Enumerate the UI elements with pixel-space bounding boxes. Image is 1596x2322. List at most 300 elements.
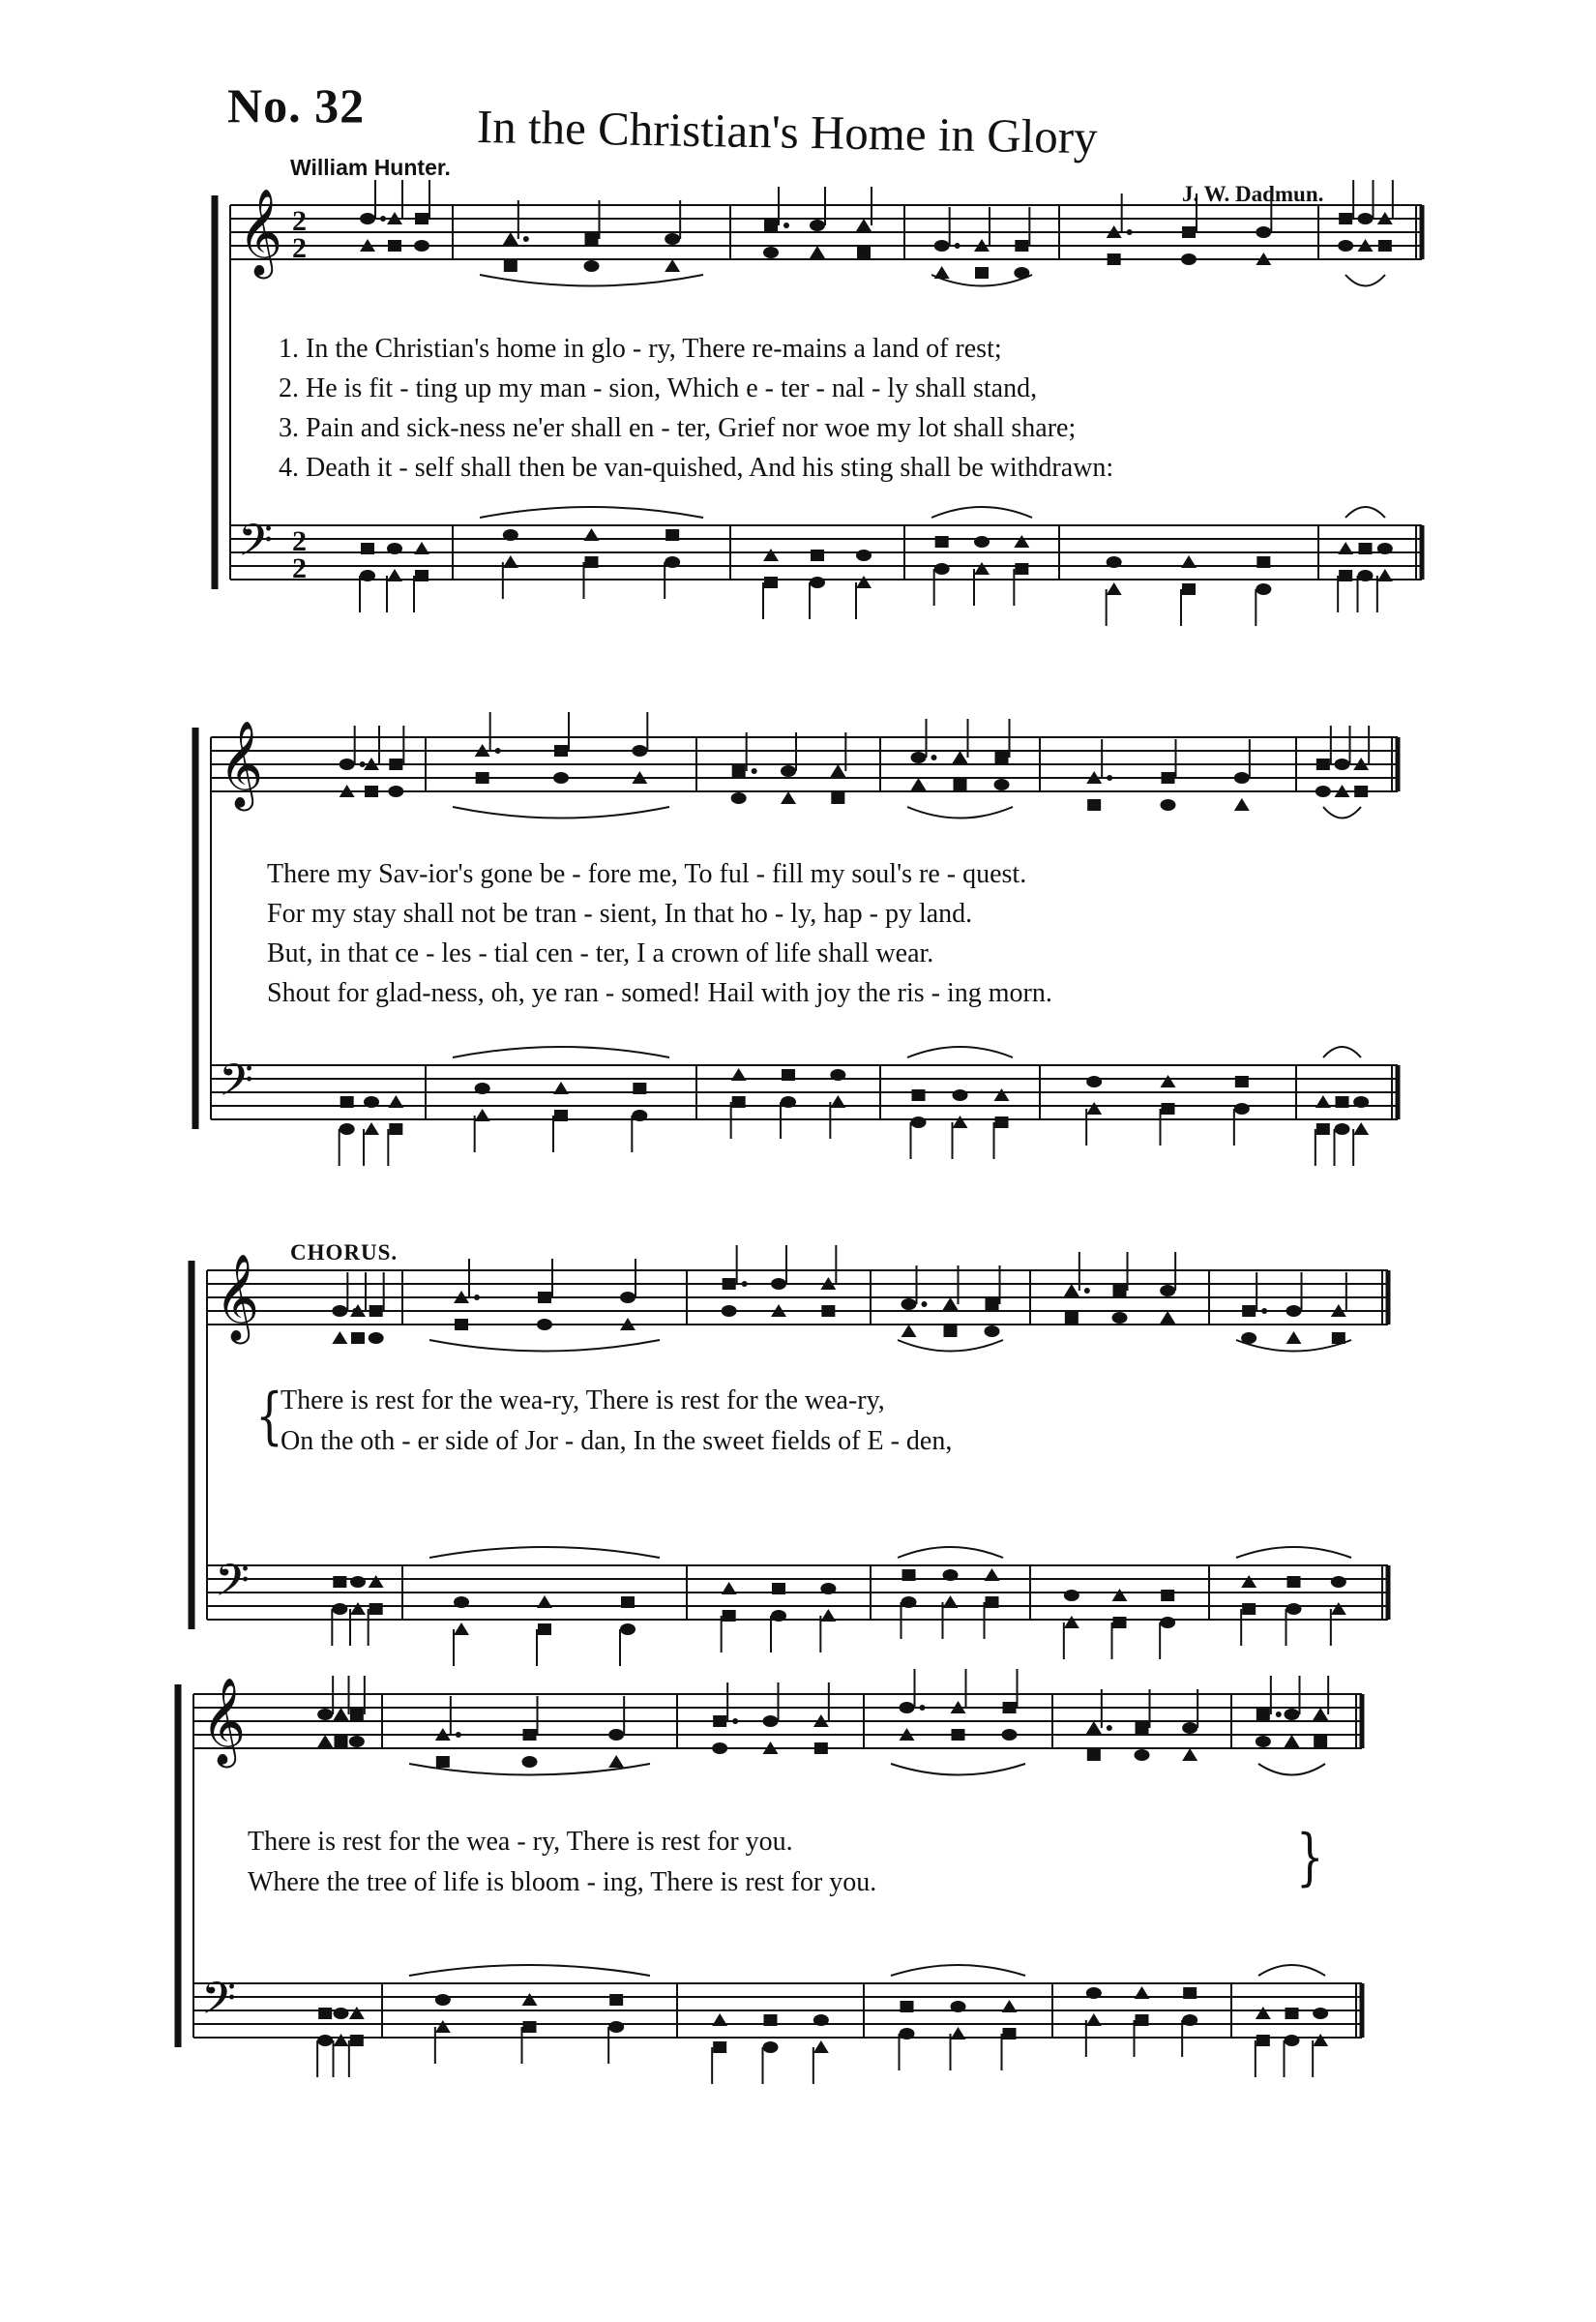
note-head (388, 1095, 403, 1108)
note-head (620, 1292, 635, 1303)
treble-clef-icon: 𝄞 (215, 1254, 260, 1341)
note-head (317, 1735, 333, 1747)
bass-clef-icon: 𝄢 (238, 515, 274, 578)
note-head (856, 219, 872, 231)
tie-arc (907, 1047, 1013, 1057)
note-head (1256, 556, 1270, 568)
note-head (608, 1755, 624, 1768)
note-dot (732, 1718, 738, 1724)
note-head (811, 550, 824, 561)
note-head (772, 1583, 785, 1594)
note-head (503, 529, 518, 541)
note-head (1064, 1616, 1079, 1628)
note-head (1313, 1708, 1328, 1720)
note-head (350, 2035, 364, 2046)
tie-arc (891, 1764, 1025, 1775)
note-head (901, 1596, 917, 1608)
note-head (1256, 583, 1271, 595)
note-head (538, 1292, 551, 1303)
note-head (934, 240, 950, 252)
note-head (856, 550, 872, 561)
note-head (340, 1123, 355, 1135)
verse-2-line: 2. He is fit - ting up my man - sion, Which e - ter - nal - ly shall stand, (279, 373, 1038, 403)
note-head (857, 247, 871, 258)
note-head (1182, 1722, 1197, 1734)
note-head (454, 1596, 469, 1608)
note-head (1335, 1123, 1350, 1135)
note-head (388, 786, 403, 797)
note-head (995, 1116, 1009, 1128)
note-head (349, 1736, 365, 1747)
note-head (633, 1083, 646, 1094)
verse-1-line: 1. In the Christian's home in glo - ry, There re-mains a land of rest; (279, 334, 1002, 364)
note-head (1241, 1575, 1256, 1588)
note-head (1113, 1285, 1127, 1296)
note-head (782, 1069, 795, 1081)
note-head (369, 1603, 383, 1615)
note-dot (1084, 1288, 1090, 1294)
note-head (1338, 240, 1353, 252)
chorus-line: Where the tree of life is bloom - ing, There is rest for you. (248, 1867, 877, 1897)
note-head (1287, 1576, 1301, 1588)
tie-arc (429, 1547, 660, 1558)
note-head (1182, 583, 1196, 595)
note-head (1182, 226, 1196, 238)
note-dot (495, 748, 501, 754)
note-head (1234, 798, 1250, 811)
note-head (810, 577, 825, 588)
note-head (414, 542, 429, 554)
note-head (350, 1576, 366, 1588)
note-head (388, 240, 401, 252)
time-signature-top: 2 (292, 525, 307, 557)
note-head (901, 2001, 914, 2012)
note-head (732, 1096, 746, 1108)
note-head (665, 529, 679, 541)
note-head (953, 1089, 968, 1101)
note-head (585, 556, 599, 568)
note-head (389, 759, 402, 770)
note-head (538, 1623, 551, 1635)
note-head (1313, 2008, 1328, 2019)
note-dot (1276, 1712, 1282, 1717)
bass-clef-icon: 𝄢 (201, 1973, 237, 2036)
note-head (1358, 213, 1374, 224)
note-head (1135, 1749, 1150, 1761)
note-head (764, 2014, 778, 2026)
note-head (814, 1742, 828, 1754)
note-head (585, 233, 599, 245)
note-head (317, 1709, 333, 1720)
note-dot (1107, 775, 1112, 781)
note-head (332, 1331, 347, 1344)
note-head (1015, 240, 1028, 252)
note-head (387, 569, 402, 581)
note-head (1162, 772, 1175, 784)
note-head (722, 1582, 737, 1594)
note-head (454, 1622, 469, 1635)
tie-arc (480, 507, 703, 518)
note-head (764, 577, 778, 588)
note-head (1256, 226, 1271, 238)
note-head (911, 752, 927, 763)
note-head (632, 1110, 647, 1121)
note-head (943, 1595, 959, 1608)
note-head (985, 1568, 1000, 1581)
note-head (771, 1278, 786, 1290)
note-dot (931, 755, 937, 760)
note-head (1316, 1123, 1330, 1135)
note-head (1002, 2000, 1018, 2012)
note-head (369, 1305, 383, 1317)
note-dot (474, 1295, 480, 1300)
note-head (553, 1082, 569, 1094)
verse-3-line: 3. Pain and sick-ness ne'er shall en - ter, Grief nor woe my lot shall share; (279, 413, 1077, 443)
note-head (1331, 1602, 1346, 1615)
note-head (350, 1602, 366, 1615)
note-head (1256, 2007, 1271, 2019)
chorus-line: There is rest for the wea-ry, There is rest for the wea-ry, (281, 1385, 885, 1415)
note-head (1136, 2014, 1149, 2026)
note-head (813, 2040, 829, 2053)
note-head (1015, 563, 1028, 575)
note-head (1087, 1749, 1101, 1761)
note-head (994, 779, 1010, 790)
note-head (1160, 1285, 1175, 1296)
tie-arc (1323, 1047, 1361, 1057)
note-head (1136, 1722, 1149, 1734)
note-head (1113, 1617, 1127, 1628)
note-head (364, 1122, 379, 1135)
note-head (763, 247, 779, 258)
note-head (911, 778, 927, 790)
note-head (1286, 1603, 1302, 1615)
note-head (1353, 1096, 1369, 1108)
note-head (1182, 2014, 1197, 2026)
note-head (810, 246, 825, 258)
note-head (1107, 556, 1122, 568)
note-head (1314, 1736, 1327, 1747)
note-head (360, 570, 375, 581)
note-head (1242, 1305, 1256, 1317)
note-head (553, 772, 569, 784)
note-head (415, 213, 429, 224)
tie-arc (907, 807, 1013, 819)
note-head (713, 2041, 726, 2053)
note-head (435, 1994, 451, 2006)
note-head (995, 752, 1009, 763)
note-head (943, 1297, 959, 1310)
note-dot (742, 1281, 748, 1287)
note-head (415, 570, 429, 581)
tie-arc (1323, 807, 1361, 819)
note-head (665, 233, 680, 245)
note-head (1064, 1284, 1079, 1296)
note-head (1256, 1736, 1271, 1747)
note-head (334, 2034, 349, 2046)
tie-arc (1345, 275, 1385, 286)
bass-clef-icon: 𝄢 (215, 1555, 251, 1618)
note-head (986, 1596, 999, 1608)
note-head (952, 1729, 965, 1741)
note-head (584, 528, 600, 541)
note-head (713, 1715, 726, 1727)
note-head (712, 1742, 727, 1754)
note-head (609, 1994, 623, 2006)
note-head (1354, 786, 1368, 797)
note-dot (1127, 229, 1133, 235)
note-head (1181, 253, 1197, 265)
note-head (781, 765, 796, 777)
note-dot (456, 1732, 461, 1738)
note-head (1315, 1095, 1331, 1108)
note-head (665, 556, 680, 568)
tie-arc (931, 507, 1032, 518)
note-head (1161, 1075, 1176, 1087)
treble-clef-icon: 𝄞 (238, 189, 283, 276)
note-head (1064, 1590, 1079, 1601)
note-head (414, 240, 429, 252)
time-signature-top: 2 (292, 205, 307, 237)
note-head (537, 1595, 552, 1608)
note-head (954, 779, 967, 790)
note-head (731, 1068, 747, 1081)
note-head (1256, 2035, 1270, 2046)
verse-1-line: There my Sav-ior's gone be - fore me, To ful - fill my soul's re - quest. (267, 859, 1027, 889)
tie-arc (453, 1047, 669, 1057)
note-dot (360, 761, 366, 767)
note-head (504, 260, 517, 272)
tie-arc (898, 1547, 1003, 1558)
note-head (1285, 2035, 1300, 2046)
note-head (332, 1603, 347, 1615)
note-head (665, 259, 680, 272)
author-credit: William Hunter. (290, 155, 451, 180)
note-head (1285, 1735, 1300, 1747)
note-head (953, 1116, 968, 1128)
note-head (476, 772, 489, 784)
tie-arc (1258, 1965, 1325, 1976)
note-head (503, 232, 518, 245)
note-head (943, 1569, 959, 1581)
note-head (1112, 1312, 1128, 1324)
note-head (763, 1715, 779, 1727)
note-head (554, 1110, 568, 1121)
note-head (360, 213, 375, 224)
note-head (1353, 1122, 1369, 1135)
note-head (975, 267, 989, 279)
note-head (537, 1319, 552, 1330)
note-dot (922, 1301, 928, 1307)
note-head (1182, 1748, 1197, 1761)
note-head (523, 2021, 537, 2033)
note-head (503, 555, 518, 568)
tie-arc (891, 1965, 1025, 1976)
note-head (1286, 1305, 1302, 1317)
note-head (317, 2035, 333, 2046)
note-head (1160, 1311, 1175, 1324)
bass-clef-icon: 𝄢 (219, 1055, 254, 1117)
note-head (364, 1096, 379, 1108)
note-head (340, 1096, 354, 1108)
note-head (1087, 799, 1101, 811)
note-head (1135, 1986, 1150, 1999)
note-head (1161, 799, 1176, 811)
note-head (1359, 543, 1373, 554)
tie-arc (429, 1340, 660, 1352)
note-head (830, 1095, 845, 1108)
note-head (523, 1729, 537, 1741)
note-head (333, 1576, 346, 1588)
note-head (1065, 1312, 1079, 1324)
note-head (1286, 1331, 1302, 1344)
note-head (810, 220, 825, 231)
note-head (1286, 2008, 1299, 2019)
note-head (951, 2027, 966, 2039)
note-head (435, 2020, 451, 2033)
note-head (813, 2014, 829, 2026)
lyric-brace-left: { (255, 1381, 283, 1452)
note-head (764, 220, 778, 231)
note-head (974, 536, 990, 548)
tie-arc (1345, 507, 1385, 518)
note-head (900, 1702, 915, 1713)
note-head (830, 764, 845, 777)
verse-4-line: 4. Death it - self shall then be van-quished, And his sting shall be withdrawn: (279, 453, 1114, 483)
chorus-line: On the oth - er side of Jor - dan, In the sweet fields of E - den, (281, 1426, 953, 1456)
note-head (349, 2007, 365, 2019)
note-head (1313, 2034, 1328, 2046)
note-head (369, 1332, 384, 1344)
note-head (387, 543, 402, 554)
note-head (901, 1298, 917, 1310)
note-head (369, 1575, 384, 1588)
note-head (1256, 1709, 1270, 1720)
note-dot (920, 1705, 926, 1711)
note-head (455, 1319, 468, 1330)
note-head (1315, 786, 1331, 797)
note-head (763, 549, 779, 561)
note-head (1160, 1617, 1175, 1628)
hymn-title: In the Christian's Home in Glory (476, 100, 1099, 164)
note-head (1002, 1729, 1018, 1741)
note-head (781, 1096, 796, 1108)
note-head (902, 1569, 916, 1581)
note-head (1235, 1076, 1249, 1087)
note-head (1336, 1096, 1349, 1108)
note-head (361, 543, 374, 554)
note-head (900, 2028, 915, 2039)
note-head (318, 2008, 332, 2019)
note-head (620, 1623, 635, 1635)
note-head (608, 2021, 624, 2033)
tie-arc (453, 807, 669, 819)
note-head (1108, 253, 1121, 265)
note-head (1181, 555, 1197, 568)
note-head (351, 1332, 365, 1344)
note-head (994, 1088, 1010, 1101)
note-head (934, 563, 950, 575)
note-head (1339, 570, 1352, 581)
note-head (974, 562, 990, 575)
note-head (1339, 213, 1352, 224)
note-head (901, 1325, 917, 1337)
note-head (986, 1298, 999, 1310)
note-head (712, 2013, 727, 2026)
note-head (1086, 2013, 1102, 2026)
note-head (1338, 542, 1353, 554)
note-head (621, 1596, 635, 1608)
note-head (911, 1116, 927, 1128)
note-head (1183, 1987, 1197, 1999)
note-head (608, 1729, 624, 1741)
note-head (1358, 570, 1374, 581)
note-dot (752, 768, 757, 774)
note-dot (955, 243, 961, 249)
note-head (1003, 2028, 1017, 2039)
verse-3-line: But, in that ce - les - tial cen - ter, I a crown of life shall wear. (267, 938, 934, 968)
note-head (1086, 1076, 1102, 1087)
note-head (732, 765, 746, 777)
note-head (334, 2008, 349, 2019)
note-head (1331, 1576, 1346, 1588)
note-head (436, 1756, 450, 1768)
note-head (985, 1325, 1000, 1337)
note-head (389, 1123, 402, 1135)
note-head (475, 1083, 490, 1094)
note-head (723, 1278, 736, 1290)
chorus-label: CHORUS. (290, 1240, 399, 1265)
note-head (1378, 240, 1392, 252)
treble-clef-icon: 𝄞 (201, 1678, 247, 1765)
note-head (830, 1069, 845, 1081)
note-head (820, 1583, 836, 1594)
treble-clef-icon: 𝄞 (219, 721, 264, 808)
note-head (1285, 1709, 1300, 1720)
note-head (1086, 1721, 1102, 1734)
note-head (1316, 759, 1330, 770)
note-dot (783, 223, 789, 228)
note-head (935, 536, 949, 548)
note-head (350, 1709, 364, 1720)
note-dot (1107, 1725, 1112, 1731)
time-signature-bottom: 2 (292, 232, 307, 264)
note-head (1377, 543, 1393, 554)
note-head (584, 260, 600, 272)
tie-arc (898, 1340, 1003, 1352)
note-head (1086, 1102, 1102, 1115)
note-head (1161, 1590, 1174, 1601)
note-head (1242, 1603, 1256, 1615)
lyric-brace-right: } (1296, 1822, 1324, 1893)
note-head (820, 1609, 836, 1622)
note-head (771, 1610, 786, 1622)
note-head (522, 1993, 538, 2006)
note-head (522, 1756, 538, 1768)
note-head (723, 1610, 736, 1622)
chorus-line: There is rest for the wea - ry, There is rest for you. (248, 1827, 793, 1857)
note-head (1107, 582, 1122, 595)
verse-2-line: For my stay shall not be tran - sient, In that ho - ly, hap - py land. (267, 899, 973, 929)
note-head (475, 1109, 490, 1121)
note-head (1014, 535, 1029, 548)
composer-credit: J. W. Dadmun. (1182, 182, 1324, 206)
note-dot (523, 236, 529, 242)
note-dot (1261, 1308, 1267, 1314)
tie-arc (409, 1965, 650, 1976)
note-head (632, 745, 647, 757)
note-head (332, 1305, 347, 1317)
